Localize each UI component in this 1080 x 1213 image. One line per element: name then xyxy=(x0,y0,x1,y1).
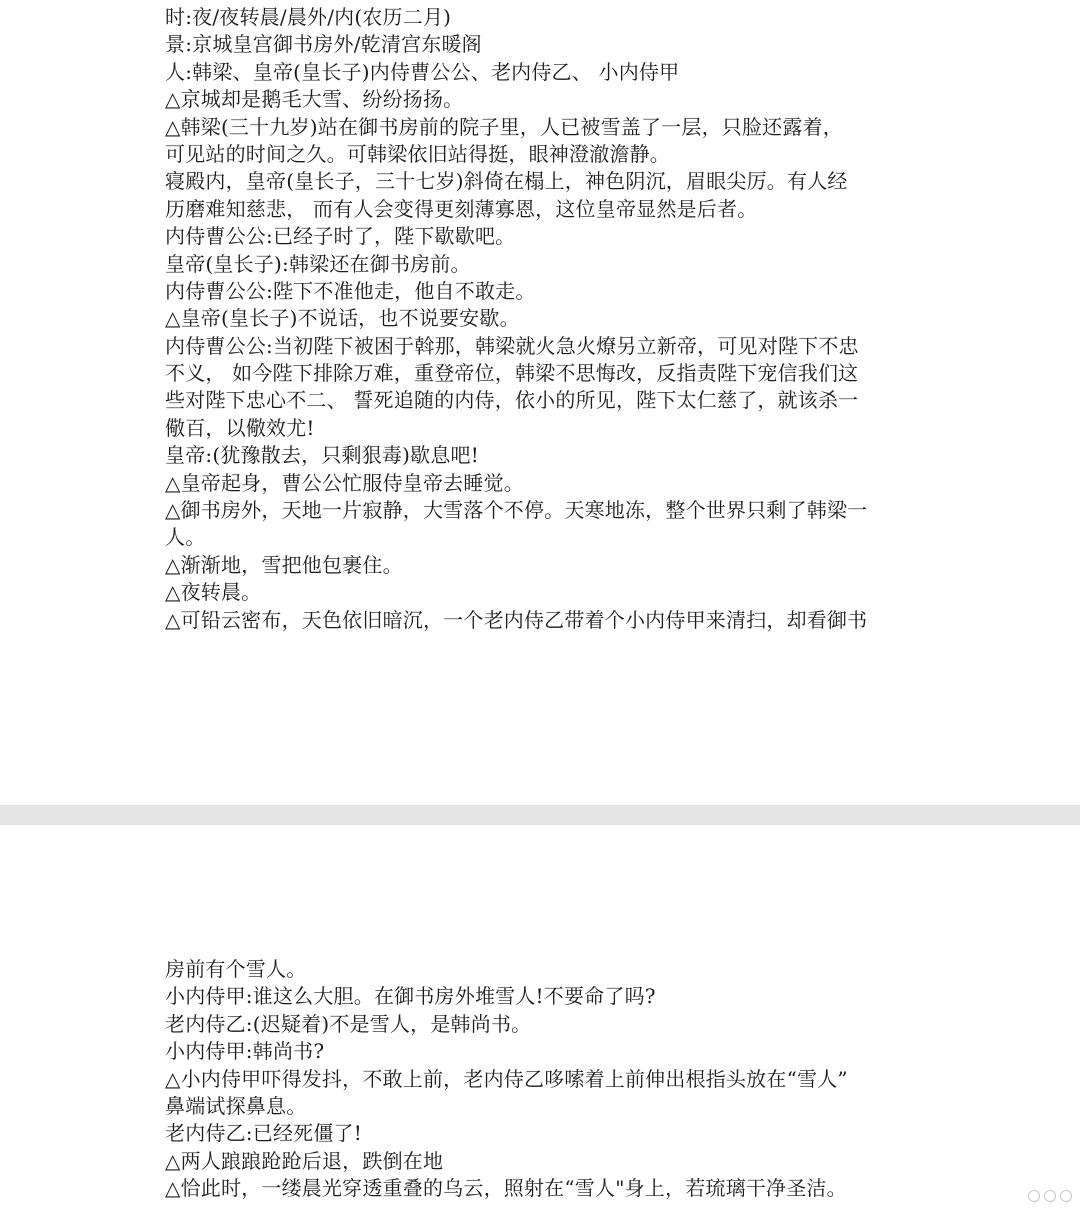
script-line: △渐渐地，雪把他包裹住。 xyxy=(165,552,403,577)
script-line: 老内侍乙:(迟疑着)不是雪人，是韩尚书。 xyxy=(165,1011,532,1036)
script-line: △小内侍甲吓得发抖，不敢上前，老内侍乙哆嗦着上前伸出根指头放在“雪人” xyxy=(165,1066,848,1091)
script-line: △夜转晨。 xyxy=(165,580,262,605)
script-line: 老内侍乙:已经死僵了! xyxy=(165,1121,362,1146)
script-line: △皇帝(皇长子)不说话，也不说要安歇。 xyxy=(165,306,520,331)
script-line: 可见站的时间之久。可韩梁依旧站得挺，眼神澄澈澹静。 xyxy=(165,141,670,166)
script-line: 人。 xyxy=(165,525,206,550)
script-text-block-1 xyxy=(165,4,925,634)
script-line: 人:韩梁、皇帝(皇长子)内侍曹公公、老内侍乙、 小内侍甲 xyxy=(165,59,680,84)
script-line: 皇帝(皇长子):韩梁还在御书房前。 xyxy=(165,251,471,276)
script-line: 寝殿内，皇帝(皇长子，三十七岁)斜倚在榻上，神色阴沉，眉眼尖厉。有人经 xyxy=(165,169,848,194)
script-line: 小内侍甲:谁这么大胆。在御书房外堆雪人!不要命了吗? xyxy=(165,984,656,1009)
script-line: △御书房外，天地一片寂静，大雪落个不停。天寒地冻，整个世界只剩了韩梁一 xyxy=(165,498,868,523)
script-line: 不义， 如今陛下排除万难，重登帝位，韩梁不思悔改，反指责陛下宠信我们这 xyxy=(165,361,859,386)
script-line: △两人踉踉跄跄后退，跌倒在地 xyxy=(165,1148,444,1173)
script-line: 内侍曹公公:已经子时了，陛下歇歇吧。 xyxy=(165,224,516,249)
script-line: 儆百，以儆效尤! xyxy=(165,415,315,440)
script-line: 历磨难知慈悲， 而有人会变得更刻薄寡恩，这位皇帝显然是后者。 xyxy=(165,196,758,221)
script-line: △京城却是鹅毛大雪、纷纷扬扬。 xyxy=(165,87,464,112)
script-line: 内侍曹公公:当初陛下被困于斡那，韩梁就火急火燎另立新帝，可见对陛下不忠 xyxy=(165,333,859,358)
script-line: △皇帝起身，曹公公忙服侍皇帝去睡觉。 xyxy=(165,470,524,495)
dots-watermark-icon xyxy=(1000,1185,1072,1207)
script-line: 内侍曹公公:陛下不准他走，他自不敢走。 xyxy=(165,278,536,303)
script-line: △恰此时，一缕晨光穿透重叠的乌云，照射在“雪人"身上，若琉璃干净圣洁。 xyxy=(165,1176,847,1201)
script-text-block-2 xyxy=(165,956,925,1203)
script-line: 些对陛下忠心不二、 誓死追随的内侍，依小的所见，陛下太仁慈了，就该杀一 xyxy=(165,388,859,413)
script-line: 时:夜/夜转晨/晨外/内(农历二月) xyxy=(165,5,452,29)
script-line: 皇帝:(犹豫散去，只剩狠毒)歇息吧! xyxy=(165,443,479,468)
script-line: △韩梁(三十九岁)站在御书房前的院子里，人已被雪盖了一层，只脸还露着， xyxy=(165,114,843,139)
script-line: 房前有个雪人。 xyxy=(165,957,307,981)
script-line: 鼻端试探鼻息。 xyxy=(165,1093,307,1118)
script-line: △可铅云密布，天色依旧暗沉，一个老内侍乙带着个小内侍甲来清扫，却看御书 xyxy=(165,607,868,632)
script-line: 小内侍甲:韩尚书? xyxy=(165,1039,325,1064)
document-page-2 xyxy=(0,825,1080,1213)
page-separator xyxy=(0,805,1080,825)
script-line: 景:京城皇宫御书房外/乾清宫东暖阁 xyxy=(165,32,482,57)
